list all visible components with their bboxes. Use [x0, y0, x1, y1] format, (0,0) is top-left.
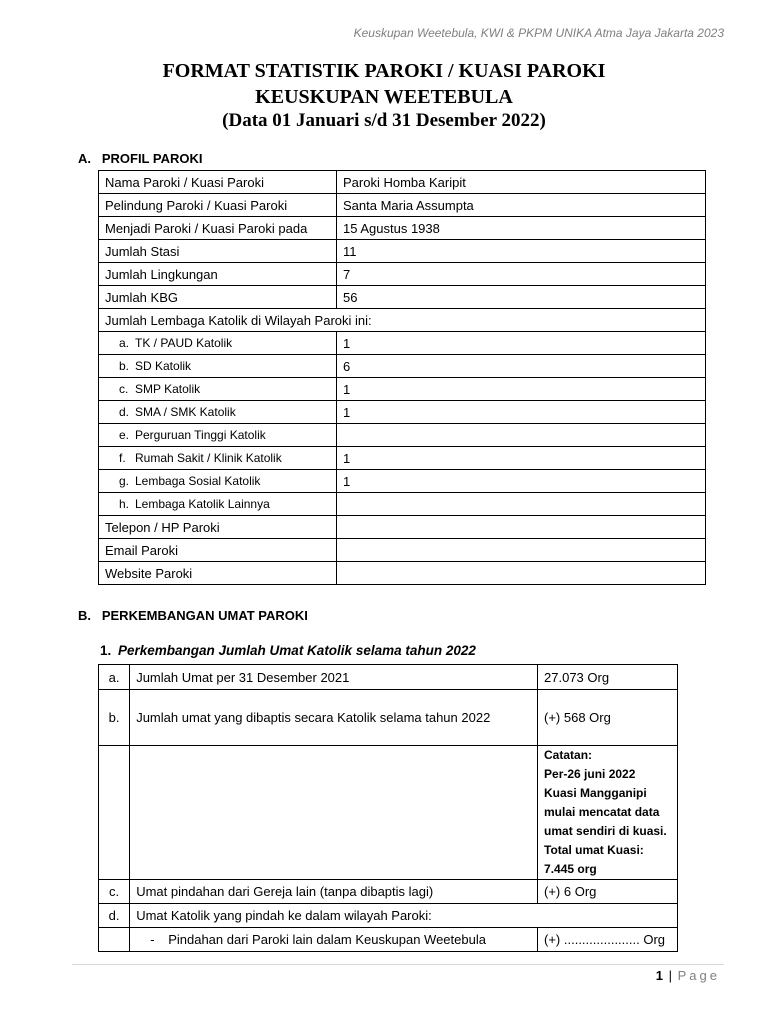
document-subtitle: KEUSKUPAN WEETEBULA [255, 86, 513, 108]
table-row [99, 665, 678, 690]
row-label: Jumlah umat yang dibaptis secara Katolik selama tahun 2022 [130, 690, 538, 746]
row-label: Menjadi Paroki / Kuasi Paroki pada [99, 217, 337, 240]
table-row [99, 240, 706, 263]
table-row [99, 355, 706, 378]
contact-label: Telepon / HP Paroki [99, 516, 337, 539]
lembaga-name: SD Katolik [135, 359, 192, 373]
row-label: Jumlah Lingkungan [99, 263, 337, 286]
row-label: Umat pindahan dari Gereja lain (tanpa dibaptis lagi) [130, 880, 538, 904]
empty-cell [99, 928, 130, 952]
row-label: Umat Katolik yang pindah ke dalam wilayah Paroki: [130, 904, 678, 928]
table-row [99, 194, 706, 217]
document-title: FORMAT STATISTIK PAROKI / KUASI PAROKI [162, 60, 606, 82]
lembaga-letter: a. [119, 336, 130, 350]
row-value: 11 [337, 240, 706, 263]
table-row [99, 171, 706, 194]
lembaga-letter: c. [119, 382, 129, 396]
row-label: Pelindung Paroki / Kuasi Paroki [99, 194, 337, 217]
table-row [99, 263, 706, 286]
contact-label: Website Paroki [99, 562, 337, 585]
row-value: 7 [337, 263, 706, 286]
lembaga-letter: e. [119, 428, 130, 442]
lembaga-name: SMA / SMK Katolik [135, 405, 236, 419]
row-value: (+) ..................... Org [538, 928, 678, 952]
contact-value [337, 562, 706, 585]
empty-cell [99, 746, 130, 880]
table-row [99, 562, 706, 585]
lembaga-label [99, 401, 337, 424]
lembaga-label [99, 493, 337, 516]
table-row [99, 332, 706, 355]
table-row [99, 378, 706, 401]
lembaga-letter: h. [119, 497, 130, 511]
table-row [99, 928, 678, 952]
row-value: Santa Maria Assumpta [337, 194, 706, 217]
row-value: Paroki Homba Karipit [337, 171, 706, 194]
lembaga-letter: d. [119, 405, 130, 419]
dash: - [150, 932, 155, 947]
lembaga-label [99, 332, 337, 355]
lembaga-label [99, 424, 337, 447]
row-label-text: Pindahan dari Paroki lain dalam Keuskupan Weetebula [168, 932, 486, 947]
lembaga-name: TK / PAUD Katolik [135, 336, 233, 350]
lembaga-name: Lembaga Sosial Katolik [135, 474, 261, 488]
lembaga-value: 1 [337, 378, 706, 401]
note-cell [538, 746, 678, 880]
row-letter: c. [99, 880, 130, 904]
row-letter: a. [99, 665, 130, 690]
row-letter: b. [99, 690, 130, 746]
lembaga-value [337, 493, 706, 516]
table-row [99, 447, 706, 470]
row-label [130, 928, 538, 952]
lembaga-name: Lembaga Katolik Lainnya [135, 497, 270, 511]
lembaga-label [99, 378, 337, 401]
table-row [99, 217, 706, 240]
lembaga-value: 1 [337, 332, 706, 355]
table-row [99, 470, 706, 493]
row-value: 56 [337, 286, 706, 309]
lembaga-value: 6 [337, 355, 706, 378]
note-line: Per-26 juni 2022 [544, 767, 636, 781]
contact-label: Email Paroki [99, 539, 337, 562]
note-line: Catatan: [544, 748, 593, 762]
row-letter: d. [99, 904, 130, 928]
lembaga-letter: b. [119, 359, 130, 373]
table-row [99, 286, 706, 309]
table-row [99, 880, 678, 904]
section-b-heading: B. PERKEMBANGAN UMAT PAROKI [78, 608, 308, 623]
page-footer [656, 968, 720, 983]
section-a-heading: A. PROFIL PAROKI [78, 151, 203, 166]
lembaga-value: 1 [337, 447, 706, 470]
note-line: mulai mencatat data [544, 805, 660, 819]
lembaga-label [99, 470, 337, 493]
note-line: Total umat Kuasi: [544, 843, 644, 857]
lembaga-name: Rumah Sakit / Klinik Katolik [135, 451, 282, 465]
note-line: umat sendiri di kuasi. [544, 824, 667, 838]
page-word: Page [677, 968, 720, 983]
header-note: Keuskupan Weetebula, KWI & PKPM UNIKA Atma Jaya Jakarta 2023 [353, 26, 724, 40]
document-date-range: (Data 01 Januari s/d 31 Desember 2022) [222, 110, 546, 131]
lembaga-heading: Jumlah Lembaga Katolik di Wilayah Paroki ini: [99, 309, 706, 332]
note-line: 7.445 org [544, 862, 597, 876]
row-label: Nama Paroki / Kuasi Paroki [99, 171, 337, 194]
lembaga-value [337, 424, 706, 447]
row-label: Jumlah Umat per 31 Desember 2021 [130, 665, 538, 690]
lembaga-label [99, 447, 337, 470]
perkembangan-umat-table [98, 664, 678, 952]
lembaga-value: 1 [337, 401, 706, 424]
table-row [99, 539, 706, 562]
row-value: (+) 6 Org [538, 880, 678, 904]
footer-divider [72, 964, 724, 965]
table-row [99, 904, 678, 928]
row-value: 27.073 Org [538, 665, 678, 690]
page-number: 1 [655, 968, 663, 983]
contact-value [337, 516, 706, 539]
table-row [99, 746, 678, 880]
sub-section-number: 1. [100, 643, 112, 658]
table-row [99, 493, 706, 516]
sub-section-title: Perkembangan Jumlah Umat Katolik selama tahun 2022 [118, 643, 476, 658]
row-label: Jumlah KBG [99, 286, 337, 309]
lembaga-name: Perguruan Tinggi Katolik [135, 428, 266, 442]
row-value: 15 Agustus 1938 [337, 217, 706, 240]
contact-value [337, 539, 706, 562]
empty-cell [130, 746, 538, 880]
lembaga-letter: f. [119, 451, 126, 465]
row-value: (+) 568 Org [538, 690, 678, 746]
table-row [99, 690, 678, 746]
lembaga-label [99, 355, 337, 378]
table-row [99, 516, 706, 539]
table-row [99, 309, 706, 332]
table-row [99, 401, 706, 424]
row-label: Jumlah Stasi [99, 240, 337, 263]
note-line: Kuasi Mangganipi [544, 786, 647, 800]
lembaga-letter: g. [119, 474, 130, 488]
profil-paroki-table [98, 170, 706, 585]
table-row [99, 424, 706, 447]
lembaga-value: 1 [337, 470, 706, 493]
sub-section-heading [100, 643, 476, 658]
lembaga-name: SMP Katolik [135, 382, 201, 396]
page-separator: | [668, 968, 672, 983]
